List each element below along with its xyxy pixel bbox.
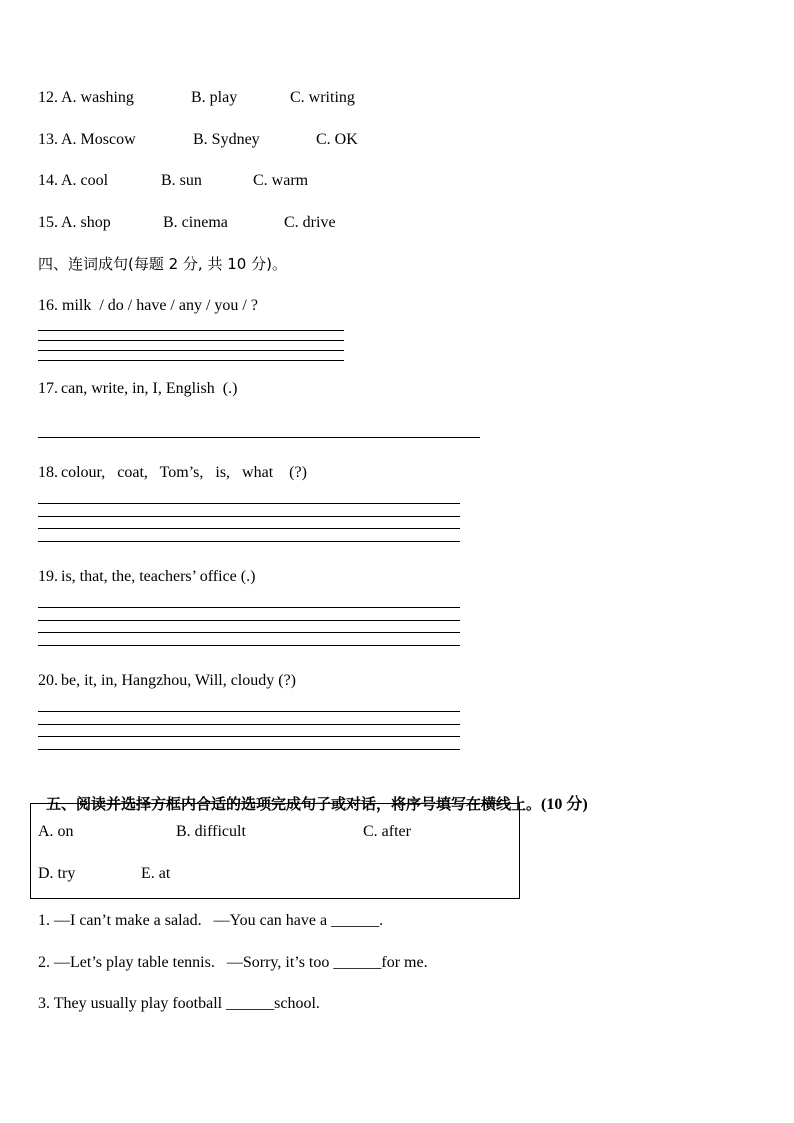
answer-line	[38, 340, 344, 341]
option-b: B. play	[191, 89, 238, 106]
item-number: 20.	[38, 672, 58, 689]
option-b: B. sun	[161, 172, 202, 189]
sentence-2: 2. —Let’s play table tennis. —Sorry, it’s too ______for me.	[38, 954, 428, 971]
answer-line	[38, 607, 460, 608]
answer-line	[38, 330, 344, 331]
answer-line	[38, 724, 460, 725]
options-box	[30, 803, 520, 899]
sentence-1: 1. —I can’t make a salad. —You can have a ______.	[38, 912, 384, 929]
answer-line	[38, 437, 480, 438]
answer-line	[38, 632, 460, 633]
item-words: can, write, in, I, English (.)	[61, 380, 238, 397]
answer-line	[38, 528, 460, 529]
option-d: D. try	[38, 865, 76, 882]
option-b: B. cinema	[163, 214, 228, 231]
question-number: 15.	[38, 214, 58, 231]
section-5-heading-text: 五、阅读并选择方框内合适的选项完成句子或对话，将序号填写在横线上。	[46, 795, 542, 813]
section-5-score: (10 分)	[541, 796, 588, 813]
option-c: C. drive	[284, 214, 336, 231]
item-words: is, that, the, teachers’ office (.)	[61, 568, 256, 585]
section-4-heading: 四、连词成句(每题 2 分, 共 10 分)。	[38, 255, 287, 273]
option-e: E. at	[141, 865, 171, 882]
item-number: 19.	[38, 568, 58, 585]
option-c: C. warm	[253, 172, 309, 189]
item-words: milk / do / have / any / you / ?	[58, 297, 258, 314]
answer-line	[38, 516, 460, 517]
option-a: A. shop	[61, 214, 111, 231]
question-number: 12.	[38, 89, 58, 106]
sentence-3: 3. They usually play football ______school.	[38, 995, 320, 1012]
option-c: C. after	[363, 823, 411, 840]
answer-line	[38, 645, 460, 646]
answer-line	[38, 360, 344, 361]
item-words: be, it, in, Hangzhou, Will, cloudy (?)	[61, 672, 297, 689]
item-words: colour, coat, Tom’s, is, what (?)	[61, 464, 307, 481]
item-number: 17.	[38, 380, 58, 397]
answer-line	[38, 350, 344, 351]
option-a: A. cool	[61, 172, 109, 189]
answer-line	[38, 749, 460, 750]
option-c: C. writing	[290, 89, 355, 106]
option-b: B. Sydney	[193, 131, 260, 148]
answer-line	[38, 620, 460, 621]
answer-line	[38, 736, 460, 737]
question-number: 13.	[38, 131, 58, 148]
question-number: 14.	[38, 172, 58, 189]
item-number: 18.	[38, 464, 58, 481]
option-c: C. OK	[316, 131, 358, 148]
option-a: A. Moscow	[61, 131, 136, 148]
item-number: 16.	[38, 297, 58, 314]
option-a: A. washing	[61, 89, 134, 106]
option-a: A. on	[38, 823, 74, 840]
answer-line	[38, 711, 460, 712]
option-b: B. difficult	[176, 823, 246, 840]
answer-line	[38, 541, 460, 542]
answer-line	[38, 503, 460, 504]
